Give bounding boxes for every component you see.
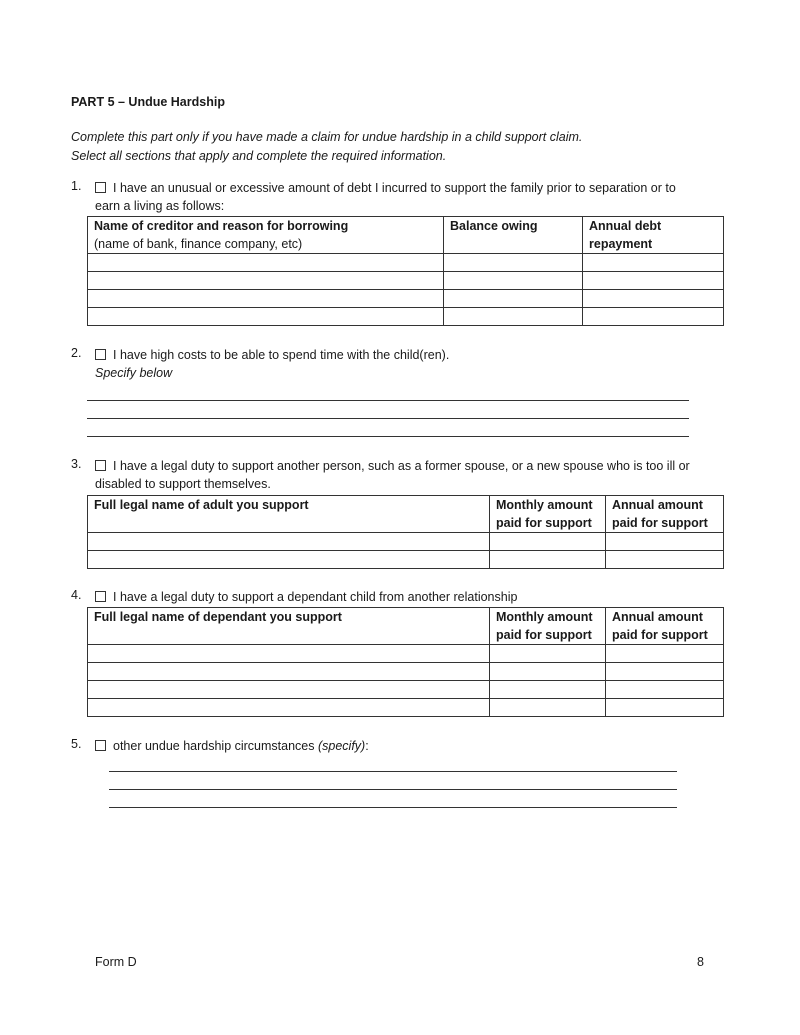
table-row xyxy=(88,308,724,326)
item-5-number: 5. xyxy=(71,737,82,751)
item-2-line-2[interactable] xyxy=(87,418,689,419)
item-1-text-line1: I have an unusual or excessive amount of debt I incurred to support the family prior to separation or to xyxy=(113,181,676,195)
adult-col-annual: Annual amount paid for support xyxy=(606,496,724,533)
table-cell[interactable] xyxy=(444,272,583,290)
table-cell[interactable] xyxy=(490,645,606,663)
table-row xyxy=(88,272,724,290)
table-row xyxy=(88,533,724,551)
table-cell[interactable] xyxy=(444,254,583,272)
debt-table-header xyxy=(88,217,724,254)
item-5-text: other undue hardship circumstances xyxy=(113,739,318,753)
item-2-line-3[interactable] xyxy=(87,436,689,437)
table-cell[interactable] xyxy=(88,645,490,663)
item-4-question xyxy=(95,588,725,606)
intro-line-1: Complete this part only if you have made a claim for undue hardship in a child support claim. xyxy=(71,130,583,144)
item-4-text-line1: I have a legal duty to support a dependant child from another relationship xyxy=(113,590,518,604)
table-cell[interactable] xyxy=(444,290,583,308)
item-4-number: 4. xyxy=(71,588,82,602)
table-row xyxy=(88,645,724,663)
table-cell[interactable] xyxy=(88,699,490,717)
table-cell[interactable] xyxy=(88,533,490,551)
item-2-checkbox[interactable] xyxy=(95,349,106,360)
table-row xyxy=(88,663,724,681)
table-cell[interactable] xyxy=(88,254,444,272)
item-5-question xyxy=(95,737,725,755)
item-2-line-1[interactable] xyxy=(87,400,689,401)
table-cell[interactable] xyxy=(490,663,606,681)
dependant-support-table xyxy=(87,607,724,717)
item-5-specify: (specify) xyxy=(317,739,366,753)
table-cell[interactable] xyxy=(606,663,724,681)
dependant-col-monthly: Monthly amount paid for support xyxy=(490,608,606,645)
item-5-line-3[interactable] xyxy=(109,807,677,808)
item-5-line-1[interactable] xyxy=(109,771,677,772)
table-cell[interactable] xyxy=(583,290,724,308)
item-1-checkbox[interactable] xyxy=(95,182,106,193)
item-5-colon: : xyxy=(365,739,369,753)
item-2-number: 2. xyxy=(71,346,82,360)
item-1-number: 1. xyxy=(71,179,82,193)
table-cell[interactable] xyxy=(606,533,724,551)
dependant-col-annual: Annual amount paid for support xyxy=(606,608,724,645)
table-cell[interactable] xyxy=(606,699,724,717)
adult-col-name: Full legal name of adult you support xyxy=(88,496,490,533)
table-cell[interactable] xyxy=(88,290,444,308)
item-1-text-line2: earn a living as follows: xyxy=(95,199,225,213)
table-cell[interactable] xyxy=(490,551,606,569)
table-cell[interactable] xyxy=(444,308,583,326)
table-cell[interactable] xyxy=(88,681,490,699)
table-cell[interactable] xyxy=(88,272,444,290)
table-cell[interactable] xyxy=(490,699,606,717)
dependant-table-header xyxy=(88,608,724,645)
item-3-text-line1: I have a legal duty to support another person, such as a former spouse, or a new spouse who is too ill or xyxy=(113,459,690,473)
item-3-question xyxy=(95,457,725,493)
part-title: PART 5 – Undue Hardship xyxy=(71,95,225,109)
table-cell[interactable] xyxy=(606,681,724,699)
footer-page-number: 8 xyxy=(697,955,704,969)
table-row xyxy=(88,699,724,717)
debt-col-balance: Balance owing xyxy=(444,217,583,254)
table-row xyxy=(88,551,724,569)
table-cell[interactable] xyxy=(606,551,724,569)
table-cell[interactable] xyxy=(583,254,724,272)
table-cell[interactable] xyxy=(88,663,490,681)
item-5-checkbox[interactable] xyxy=(95,740,106,751)
item-2-question xyxy=(95,346,725,364)
item-1-question xyxy=(95,179,725,215)
table-cell[interactable] xyxy=(490,533,606,551)
item-3-number: 3. xyxy=(71,457,82,471)
debt-col-annual: Annual debt repayment xyxy=(583,217,724,254)
dependant-col-name: Full legal name of dependant you support xyxy=(88,608,490,645)
footer-form-name: Form D xyxy=(95,955,137,969)
table-cell[interactable] xyxy=(490,681,606,699)
adult-table-header xyxy=(88,496,724,533)
debt-col-creditor: Name of creditor and reason for borrowing (name of bank, finance company, etc) xyxy=(88,217,444,254)
item-5-line-2[interactable] xyxy=(109,789,677,790)
table-cell[interactable] xyxy=(583,272,724,290)
item-3-checkbox[interactable] xyxy=(95,460,106,471)
adult-support-table xyxy=(87,495,724,569)
item-3-text-line2: disabled to support themselves. xyxy=(95,477,271,491)
item-2-text-line1: I have high costs to be able to spend time with the child(ren). xyxy=(113,348,450,362)
table-row xyxy=(88,254,724,272)
adult-col-monthly: Monthly amount paid for support xyxy=(490,496,606,533)
intro-line-2: Select all sections that apply and complete the required information. xyxy=(71,149,447,163)
table-cell[interactable] xyxy=(583,308,724,326)
table-row xyxy=(88,681,724,699)
table-cell[interactable] xyxy=(88,551,490,569)
table-cell[interactable] xyxy=(606,645,724,663)
table-cell[interactable] xyxy=(88,308,444,326)
item-4-checkbox[interactable] xyxy=(95,591,106,602)
debt-table xyxy=(87,216,724,326)
table-row xyxy=(88,290,724,308)
item-2-specify-label: Specify below xyxy=(95,366,173,380)
